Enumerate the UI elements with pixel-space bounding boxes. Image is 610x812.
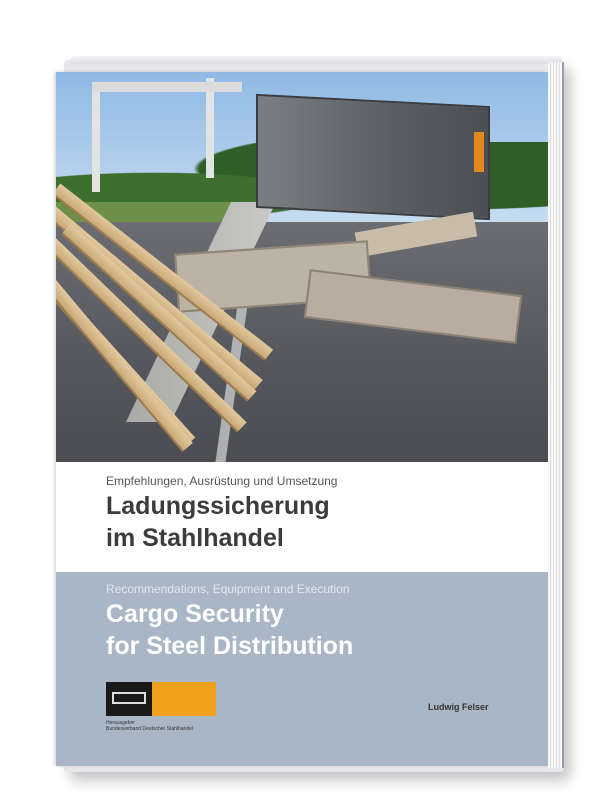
cover-photo	[56, 72, 548, 462]
gantry-post	[92, 82, 100, 192]
logo-orange-block	[152, 682, 216, 716]
truck-tail-light	[474, 132, 484, 172]
english-title	[106, 598, 353, 662]
book-top-edge	[70, 56, 562, 64]
publisher-caption	[106, 720, 246, 732]
publisher-caption-line: Bundesverband Deutscher Stahlhandel	[106, 726, 194, 732]
book-cover	[56, 72, 548, 766]
book-page-edges	[548, 62, 564, 768]
english-subtitle: Recommendations, Equipment and Execution	[106, 582, 350, 596]
publisher-logo	[106, 682, 216, 716]
german-title-line: Ladungssicherung	[106, 492, 330, 520]
gantry-beam	[92, 82, 242, 92]
german-title	[106, 490, 330, 554]
german-subtitle: Empfehlungen, Ausrüstung und Umsetzung	[106, 474, 338, 488]
german-title-line: im Stahlhandel	[106, 524, 284, 552]
overturned-truck	[256, 94, 490, 220]
gantry-post	[206, 78, 214, 178]
english-title-line: for Steel Distribution	[106, 632, 354, 660]
logo-mark-icon	[112, 692, 146, 704]
english-title-line: Cargo Security	[106, 600, 284, 628]
author-name: Ludwig Felser	[428, 702, 489, 712]
publisher-caption-line: Herausgeber	[106, 720, 135, 726]
